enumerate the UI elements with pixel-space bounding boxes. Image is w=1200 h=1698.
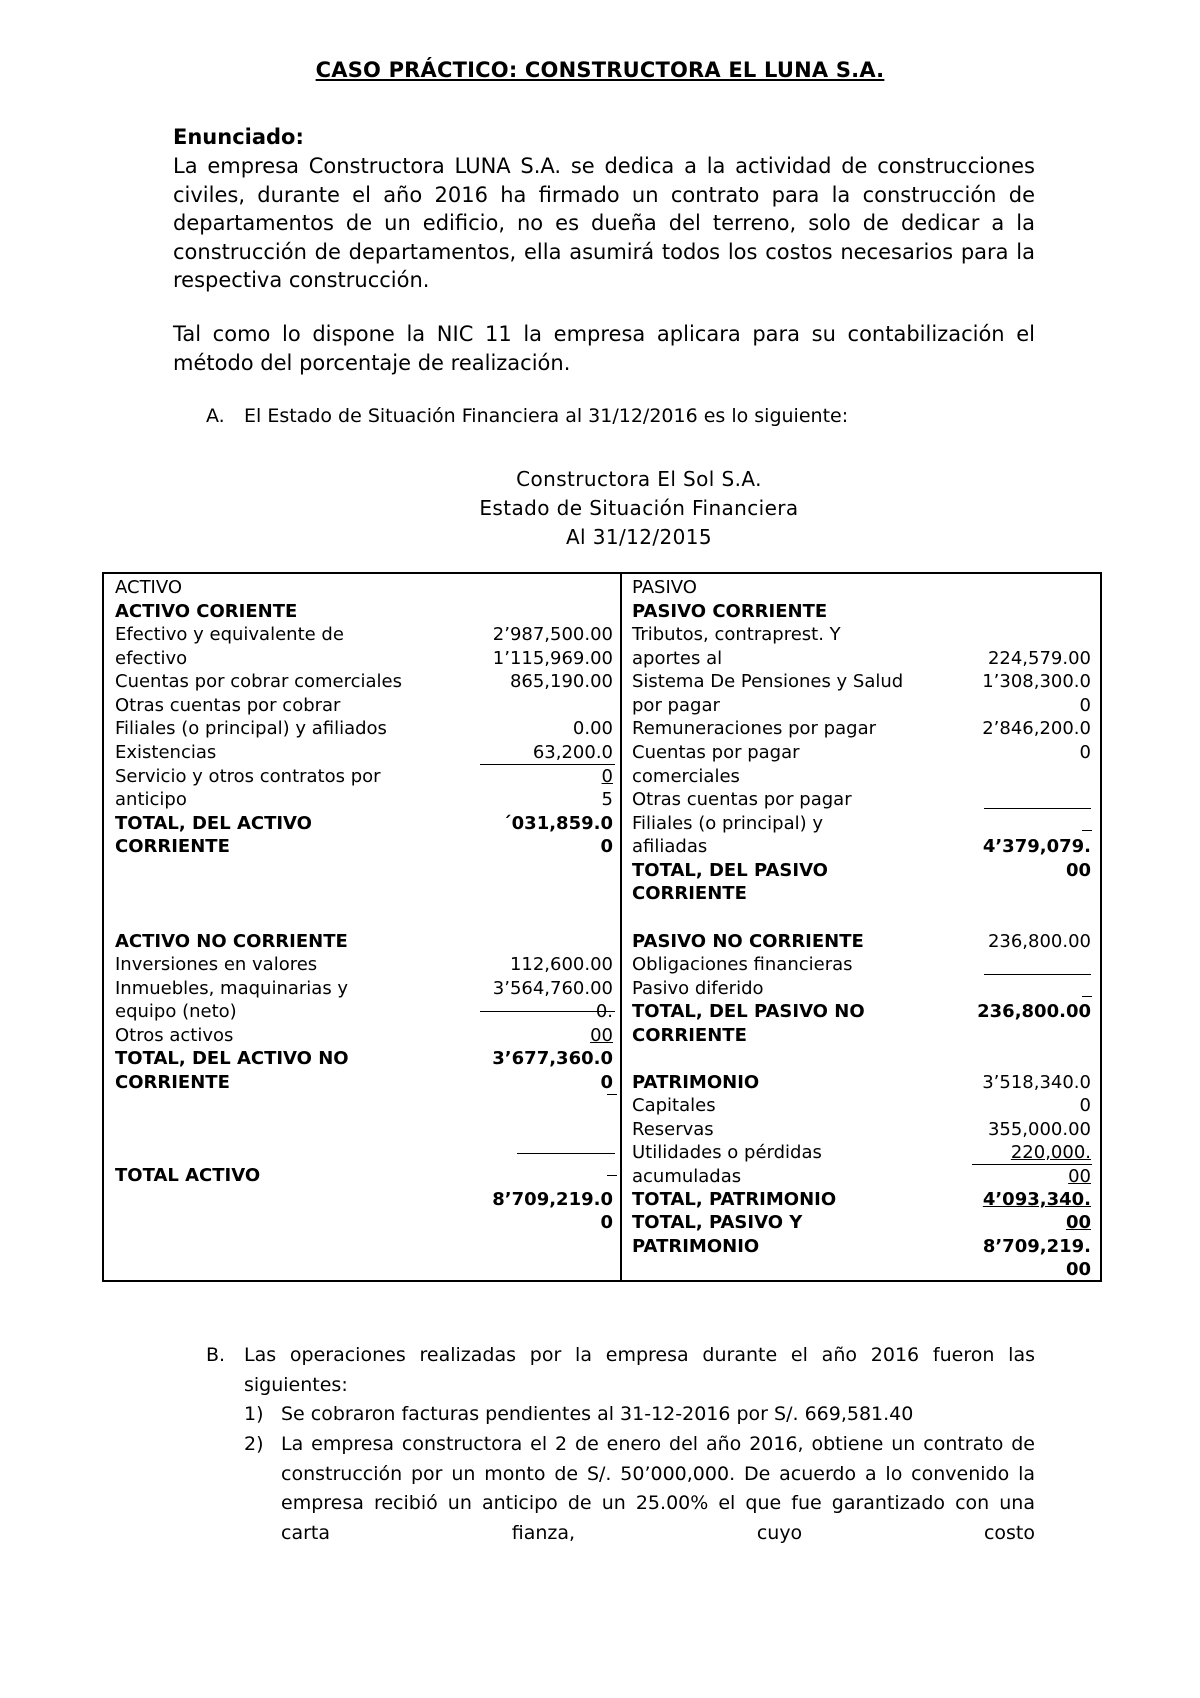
total-pasivo-corriente-value: 4’379,079.: [982, 836, 1091, 857]
total-activo-no-corriente-value: 0: [600, 1072, 613, 1093]
operation-number: 1): [244, 1403, 264, 1425]
pasivo-value: 0: [1079, 742, 1091, 763]
section-b-text: Las operaciones realizadas por la empresa durante el año 2016 fueron las siguientes:: [244, 1344, 1035, 1396]
activo-nc-label: Otros activos: [115, 1025, 234, 1046]
activo-corriente-header: ACTIVO CORIENTE: [115, 601, 298, 622]
activo-label: Servicio y otros contratos por: [115, 766, 381, 787]
total-activo-no-corriente-value: 3’677,360.0: [492, 1048, 613, 1069]
statement-name: Estado de Situación Financiera: [479, 496, 799, 520]
pasivo-label: Cuentas por pagar: [632, 742, 800, 763]
pasivo-value: 1’308,300.0: [982, 671, 1091, 692]
total-patrimonio-value: 4’093,340.: [982, 1189, 1091, 1210]
activo-value: 5: [601, 789, 613, 810]
total-activo-no-corriente-label: CORRIENTE: [115, 1072, 230, 1093]
enunciado-heading: Enunciado:: [173, 125, 304, 149]
underline-rule: [607, 1094, 617, 1095]
total-activo-corriente-label: CORRIENTE: [115, 836, 230, 857]
total-activo-label: TOTAL ACTIVO: [115, 1165, 261, 1186]
pasivo-label: aportes al: [632, 648, 723, 669]
patrimonio-header: PATRIMONIO: [632, 1072, 760, 1093]
activo-value: 865,190.00: [509, 671, 613, 692]
total-pasivo-no-corriente-label: TOTAL, DEL PASIVO NO: [632, 1001, 865, 1022]
balance-sheet-table: [102, 572, 1102, 1282]
total-patrimonio-value: 00: [1065, 1212, 1091, 1233]
operation-text: Se cobraron facturas pendientes al 31-12-2016 por S/. 669,581.40: [281, 1403, 914, 1425]
total-activo-corriente-label: TOTAL, DEL ACTIVO: [115, 813, 312, 834]
patrimonio-label: Capitales: [632, 1095, 716, 1116]
underline-rule: [1082, 830, 1092, 831]
activo-value: 63,200.0: [532, 742, 613, 763]
pasivo-label: por pagar: [632, 695, 720, 716]
activo-value: 0.00: [572, 718, 613, 739]
activo-nc-value: 00: [590, 1025, 613, 1046]
statement-date: Al 31/12/2015: [565, 525, 713, 549]
activo-no-corriente-header: ACTIVO NO CORRIENTE: [115, 931, 348, 952]
activo-nc-value: 3’564,760.00: [492, 978, 613, 999]
activo-label: Efectivo y equivalente de: [115, 624, 344, 645]
section-a: [206, 405, 848, 427]
pasivo-nc-label: Obligaciones financieras: [632, 954, 853, 975]
activo-label: anticipo: [115, 789, 187, 810]
total-pasivo-corriente-label: TOTAL, DEL PASIVO: [632, 860, 828, 881]
section-b: [206, 1341, 1035, 1400]
patrimonio-value: 00: [1068, 1166, 1091, 1187]
underline-rule: [1082, 996, 1092, 997]
underline-rule: [984, 974, 1091, 975]
total-activo-no-corriente-label: TOTAL, DEL ACTIVO NO: [115, 1048, 349, 1069]
total-pasivo-patrimonio-value: 8’709,219.: [982, 1236, 1091, 1257]
pasivo-no-corriente-header: PASIVO NO CORRIENTE: [632, 931, 864, 952]
pasivo-label: afiliadas: [632, 836, 708, 857]
activo-label: Filiales (o principal) y afiliados: [115, 718, 387, 739]
section-b-label: B.: [206, 1344, 226, 1366]
activo-value: 1’115,969.00: [492, 648, 613, 669]
pasivo-label: Tributos, contraprest. Y: [632, 624, 841, 645]
activo-label: Cuentas por cobrar comerciales: [115, 671, 402, 692]
pasivo-nc-label: Pasivo diferido: [632, 978, 764, 999]
pasivo-label: Sistema De Pensiones y Salud: [632, 671, 904, 692]
patrimonio-label: Utilidades o pérdidas: [632, 1142, 822, 1163]
pasivo-label: Otras cuentas por pagar: [632, 789, 852, 810]
pasivo-value: 2’846,200.0: [982, 718, 1091, 739]
activo-value: 0: [601, 766, 613, 787]
total-activo-corriente-value: 0: [600, 836, 613, 857]
pasivo-label: Filiales (o principal) y: [632, 813, 823, 834]
section-a-label: A.: [206, 405, 225, 427]
patrimonio-value: 220,000.: [1010, 1142, 1091, 1163]
activo-nc-value: 0.: [595, 1001, 613, 1022]
operation-item: [244, 1430, 1035, 1548]
activo-label: efectivo: [115, 648, 188, 669]
underline-rule: [607, 1175, 617, 1176]
patrimonio-value: 0: [1079, 1095, 1091, 1116]
total-pasivo-no-corriente-label: CORRIENTE: [632, 1025, 747, 1046]
underline-rule: [517, 1153, 615, 1154]
total-activo-corriente-value: ´031,859.0: [502, 813, 613, 834]
total-activo-value: 0: [600, 1212, 613, 1233]
pasivo-label: Remuneraciones por pagar: [632, 718, 876, 739]
pasivo-value: 224,579.00: [987, 648, 1091, 669]
pasivo-label: comerciales: [632, 766, 740, 787]
total-activo-value: 8’709,219.0: [492, 1189, 613, 1210]
enunciado-paragraph-1: La empresa Constructora LUNA S.A. se dedica a la actividad de construcciones civiles, durante el año 2016 ha firmado un contrato para la construcción de departamentos de un edificio, no es dueña del terreno, solo de dedicar a la construcción de departamentos, ella asumirá todos los costos necesarios para la respectiva construcción.: [173, 154, 1035, 293]
section-a-text: El Estado de Situación Financiera al 31/12/2016 es lo siguiente:: [244, 405, 849, 427]
document-title: CASO PRÁCTICO: CONSTRUCTORA EL LUNA S.A.: [315, 58, 885, 82]
operation-item: [244, 1400, 1035, 1430]
total-pasivo-patrimonio-label: TOTAL, PASIVO Y: [632, 1212, 803, 1233]
patrimonio-value: 355,000.00: [987, 1119, 1091, 1140]
column-divider: [620, 574, 622, 1280]
enunciado-paragraph-2: Tal como lo dispone la NIC 11 la empresa aplicara para su contabilización el método del porcentaje de realización.: [173, 322, 1035, 375]
patrimonio-label: Reservas: [632, 1119, 714, 1140]
activo-nc-label: Inmuebles, maquinarias y: [115, 978, 349, 999]
total-pasivo-patrimonio-value: 00: [1065, 1259, 1091, 1280]
pasivo-header: PASIVO: [632, 577, 697, 598]
statement-company: Constructora El Sol S.A.: [516, 467, 762, 491]
total-pasivo-patrimonio-label: PATRIMONIO: [632, 1236, 760, 1257]
operation-text: La empresa constructora el 2 de enero del año 2016, obtiene un contrato de construcción por un monto de S/. 50’000,000. De acuerdo a lo convenido la empresa recibió un anticipo de un 25.00% el que fue garantizado con una carta fianza, cuyo costo: [281, 1433, 1035, 1544]
total-pasivo-corriente-label: CORRIENTE: [632, 883, 747, 904]
patrimonio-label: acumuladas: [632, 1166, 742, 1187]
total-pasivo-no-corriente-value: 236,800.00: [977, 1001, 1091, 1022]
activo-label: Existencias: [115, 742, 217, 763]
pasivo-no-corriente-value: 236,800.00: [987, 931, 1091, 952]
underline-rule: [480, 764, 615, 765]
activo-nc-label: Inversiones en valores: [115, 954, 318, 975]
activo-value: 2’987,500.00: [492, 624, 613, 645]
activo-nc-label: equipo (neto): [115, 1001, 237, 1022]
activo-nc-value: 112,600.00: [509, 954, 613, 975]
underline-rule: [984, 808, 1091, 809]
activo-label: Otras cuentas por cobrar: [115, 695, 341, 716]
total-pasivo-corriente-value: 00: [1065, 860, 1091, 881]
total-patrimonio-label: TOTAL, PATRIMONIO: [632, 1189, 837, 1210]
pasivo-corriente-header: PASIVO CORRIENTE: [632, 601, 828, 622]
operation-number: 2): [244, 1433, 264, 1455]
patrimonio-value: 3’518,340.0: [982, 1072, 1091, 1093]
underline-rule: [480, 1011, 615, 1012]
pasivo-value: 0: [1079, 695, 1091, 716]
activo-header: ACTIVO: [115, 577, 183, 598]
